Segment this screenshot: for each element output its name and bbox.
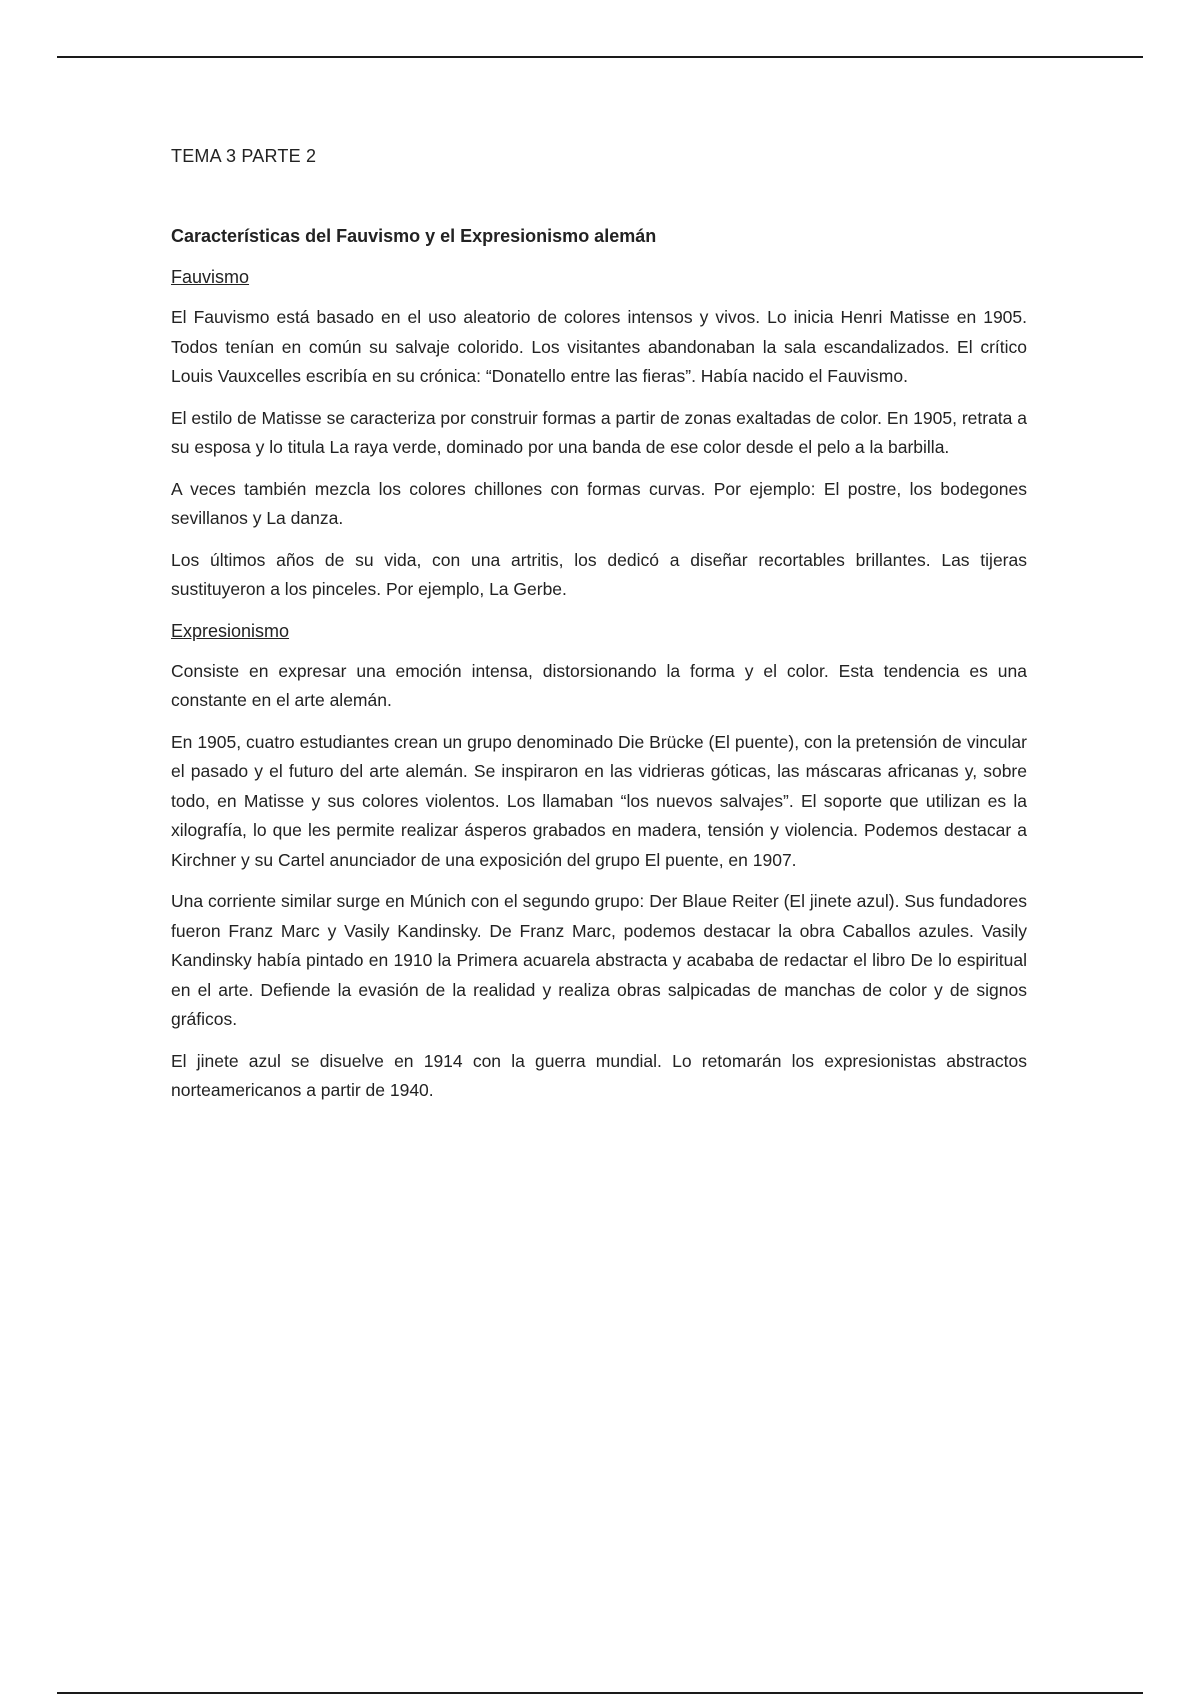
document-body (171, 141, 1027, 1118)
document-label: TEMA 3 PARTE 2 (171, 146, 317, 166)
paragraph: A veces también mezcla los colores chillones con formas curvas. Por ejemplo: El postre, los bodegones sevillanos y La danza. (171, 478, 1027, 528)
document-title: Características del Fauvismo y el Expresionismo alemán (171, 226, 657, 246)
top-rule (57, 56, 1143, 58)
paragraph: El estilo de Matisse se caracteriza por construir formas a partir de zonas exaltadas de color. En 1905, retrata a su esposa y lo titula La raya verde, dominado por una banda de ese color desde el pelo a la barbilla. (171, 407, 1027, 457)
section-heading-fauvismo: Fauvismo (171, 267, 250, 287)
paragraph: Los últimos años de su vida, con una artritis, los dedicó a diseñar recortables brillantes. Las tijeras sustituyeron a los pinceles. Por ejemplo, La Gerbe. (171, 549, 1027, 599)
paragraph: En 1905, cuatro estudiantes crean un grupo denominado Die Brücke (El puente), con la pretensión de vincular el pasado y el futuro del arte alemán. Se inspiraron en las vidrieras góticas, las máscaras africanas y, sobre todo, en Matisse y sus colores violentos. Los llamaban “los nuevos salvajes”. El soporte que utilizan es la xilografía, lo que les permite realizar ásperos grabados en madera, tensión y violencia. Podemos destacar a Kirchner y su Cartel anunciador de una exposición del grupo El puente, en 1907. (171, 731, 1027, 870)
paragraph: Una corriente similar surge en Múnich con el segundo grupo: Der Blaue Reiter (El jinete azul). Sus fundadores fueron Franz Marc y Vasily Kandinsky. De Franz Marc, podemos destacar la obra Caballos azules. Vasily Kandinsky había pintado en 1910 la Primera acuarela abstracta y acababa de redactar el libro De lo espiritual en el arte. Defiende la evasión de la realidad y realiza obras salpicadas de manchas de color y de signos gráficos. (171, 891, 1027, 1029)
paragraph: El Fauvismo está basado en el uso aleatorio de colores intensos y vivos. Lo inicia Henri Matisse en 1905. Todos tenían en común su salvaje colorido. Los visitantes abandonaban la sala escandalizados. El crítico Louis Vauxcelles escribía en su crónica: “Donatello entre las fieras”. Había nacido el Fauvismo. (171, 307, 1027, 386)
paragraph: El jinete azul se disuelve en 1914 con la guerra mundial. Lo retomarán los expresionistas abstractos norteamericanos a partir de 1940. (171, 1050, 1027, 1100)
section-heading-expresionismo: Expresionismo (171, 620, 290, 641)
bottom-rule (57, 1692, 1143, 1694)
paragraph: Consiste en expresar una emoción intensa, distorsionando la forma y el color. Esta tendencia es una constante en el arte alemán. (171, 660, 1027, 710)
